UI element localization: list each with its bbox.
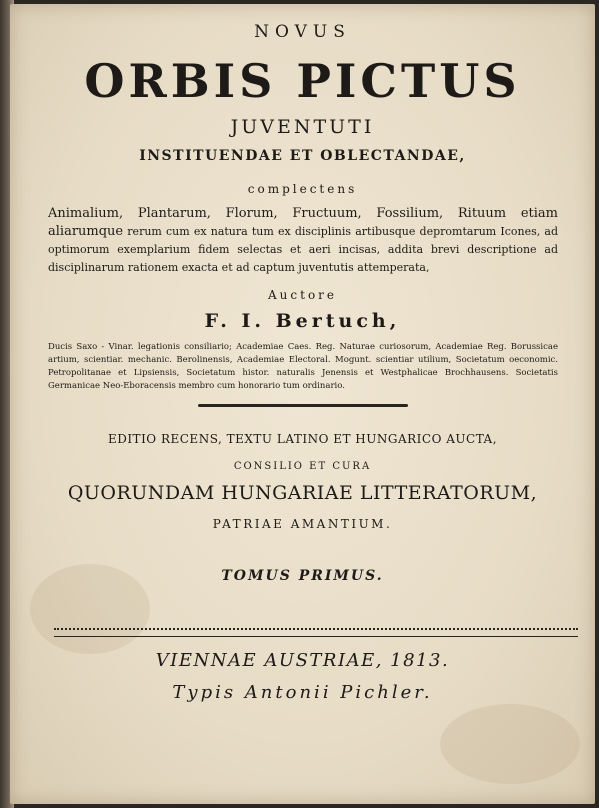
editors-line: QUORUNDAM HUNGARIAE LITTERATORUM, (67, 482, 538, 504)
imprint-printer: Typis Antonii Pichler. (172, 682, 433, 703)
dotted-rule (54, 628, 578, 637)
volume-line: TOMUS PRIMUS. (221, 568, 384, 584)
title-juventuti: JUVENTUTI (230, 116, 375, 138)
complectens-line: complectens (247, 182, 358, 196)
paper-stain (440, 704, 580, 784)
description-paragraph (48, 205, 558, 277)
edition-line: EDITIO RECENS, TEXTU LATINO ET HUNGARICO AUCTA, (107, 432, 498, 446)
title-novus: NOVUS (254, 22, 351, 42)
auctore-line: Auctore (268, 288, 337, 302)
author-titles: Ducis Saxo - Vinar. legationis consiliario; Academiae Caes. Reg. Naturae curiosorum, Academiae Reg. Borussicae artium, scientiar. mechanic. Berolinensis, Academiae Electoral. Mogunt. scientiar utilium, Societatum oeconomic. Petropolitanae et Lipsiensis, Societatum histor. naturalis Jenensis et Westphalicae Brochhausens. Societatis Germanicae Neo-Eboracensis membro cum honorario tum ordinario. (48, 342, 558, 391)
description-lead: Animalium, Plantarum, Florum, Fructuum, Fossilium, Rituum etiam aliarumque (48, 206, 558, 239)
title-instituendae: INSTITUENDAE ET OBLECTANDAE, (139, 148, 466, 164)
author-name: F. I. Bertuch, (204, 310, 401, 332)
patriae-line: PATRIAE AMANTIUM. (212, 517, 393, 531)
ornamental-rule (198, 404, 408, 407)
main-title: ORBIS PICTUS (84, 54, 521, 108)
title-page (10, 4, 595, 804)
imprint-place: VIENNAE AUSTRIAE, 1813. (155, 650, 450, 671)
description-rest: rerum cum ex natura tum ex disciplinis artibusque depromtarum Icones, ad optimorum exemplarium fidem selectas et aeri incisas, addita brevi descriptione ad disciplinarum rationem exacta et ad captum juventutis attemperata, (48, 225, 559, 274)
consilio-line: CONSILIO ET CURA (233, 461, 372, 472)
